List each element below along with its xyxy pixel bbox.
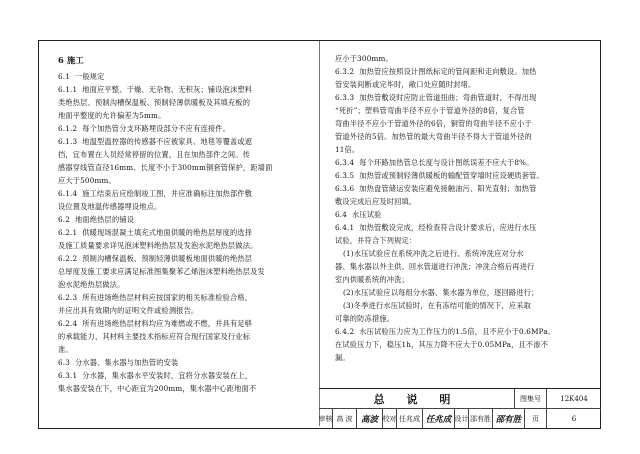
drawing-title: 总 说 明 [373, 393, 460, 406]
review-label: 审核 [319, 409, 333, 429]
checker-signature: 任兆成 [423, 409, 455, 429]
text-line: 6.2.2 预制沟槽保温板、预制轻薄供暖板地面供暖的绝热层 [58, 254, 253, 263]
text-line: 及施工质量要求详见泡沫塑料绝热层及发泡水泥绝热层做法。 [58, 241, 258, 250]
text-line: 6.3 分水器、集水器与加热管的安装 [58, 358, 179, 367]
text-line: 6.3.2 加热管应按照设计图纸标定的管间距和走向敷设。加热 [335, 67, 537, 76]
text-line: 漏。 [335, 353, 350, 362]
text-line: 6.1.4 施工结束后应绘制竣工图，并应准确标注加热部件敷 [58, 189, 253, 198]
text-line: 6.3.4 每个环路加热管总长度与设计图纸误差不应大于8%。 [335, 158, 534, 167]
text-line: 6.3.3 加热管敷设时应防止管道扭曲；弯曲管道时，不得出现 [335, 93, 537, 102]
text-line: 并应出具有效期内的证明文件或检测报告。 [58, 306, 199, 315]
text-line: 的承载能力，其材料主要技术指标应符合现行国家及行业标 [58, 332, 251, 341]
text-line: 集水器安装在下，中心距宜为200mm，集水器中心距地面不 [58, 384, 257, 393]
text-line: 总厚度及施工要求应满足标准图集聚苯乙烯泡沫塑料绝热层及发 [58, 267, 265, 276]
text-line: 弯曲半径不应小于管道外径的6倍，铜管的弯曲半径不应小于 [335, 119, 532, 128]
sub-item-line: 可靠的防冻措施。 [335, 314, 395, 323]
text-line: 11倍。 [335, 145, 360, 154]
design-label: 设计 [455, 409, 469, 429]
text-line: 地面平整度的允许偏差为5mm。 [58, 111, 166, 120]
text-line: 管道外径的5倍。加热管的最大弯曲半径不得大于管道外径的 [335, 132, 532, 141]
left-column [58, 54, 314, 395]
text-line: 6.1 一般规定 [58, 72, 105, 81]
text-line: 6.2.1 供暖现场混凝土填充式地面供暖的绝热层厚度的选择 [58, 228, 253, 237]
text-line: 6.1.3 地温型温控器的传感器不应被家具、地毯等覆盖或遮 [58, 137, 253, 146]
title-block-row-bottom [319, 408, 601, 429]
right-column [335, 52, 593, 364]
text-line: 6.1.2 每个加热管分支环路埋设部分不应有连接件。 [58, 124, 231, 133]
text-line: 试验，并符合下列规定： [335, 236, 417, 245]
checker-name: 任兆成 [397, 409, 423, 429]
text-line: 6.2 地面绝热层的铺设 [58, 215, 135, 224]
section-title: 6 施工 [58, 55, 84, 65]
text-line: 应小于300mm。 [335, 54, 393, 63]
text-line: 6.3.6 加热盘管储运安装应避免接触油污、阳光直射；加热管 [335, 184, 537, 193]
text-line: 6.4.1 加热管敷设完成，经检查符合设计要求后，应进行水压 [335, 223, 537, 232]
text-line: 泡水泥绝热层做法。 [58, 280, 125, 289]
designer-signature: 邵有胜 [493, 409, 525, 429]
text-line: 6.1.1 地面应平整、干燥、无杂物、无积灰；铺设泡沫塑料 [58, 85, 253, 94]
text-line: “死折”；塑料管弯曲半径不应小于管道外径的8倍，复合管 [335, 106, 525, 115]
text-line: 应大于500mm。 [58, 176, 116, 185]
check-label: 校对 [383, 409, 397, 429]
column-divider [319, 41, 320, 426]
text-line: 6.4.2 水压试验压力应为工作压力的1.5倍，且不应小于0.6MPa。 [335, 327, 556, 336]
text-line: 6.3.5 加热管或预制轻薄供暖板的输配管穿墙时应设硬质套管。 [335, 171, 544, 180]
text-line: 挡，宜布置在人员经常停留的位置，且在加热部件之间。传 [58, 150, 251, 159]
sub-item-line: (1)水压试验应在系统冲洗之后进行。系统冲洗应对分水 [343, 249, 524, 258]
title-block-row-top [319, 388, 601, 409]
reviewer-signature: 高波 [357, 409, 383, 429]
page-label: 页 [525, 409, 547, 429]
text-line: 管安装间断或完毕时，敞口处应随时封堵。 [335, 80, 476, 89]
sub-item-line: 器、集水器以外主供、回水管道进行冲洗；冲洗合格后再进行 [335, 262, 535, 271]
reviewer-name: 高 波 [333, 409, 357, 429]
text-line: 准。 [58, 345, 73, 354]
text-line: 6.4 水压试验 [335, 210, 382, 219]
sub-item-line: (2)水压试验应以每组分水器、集水器为单位，逐回路进行； [343, 288, 539, 297]
text-line: 感器穿线管直径16mm、长度不小于300mm铜套管保护，距墙面 [58, 163, 273, 172]
atlas-number: 12K404 [560, 395, 588, 403]
text-line: 6.2.3 所有进场绝热层材料应按国家的相关标准检验合格， [58, 293, 253, 302]
sub-item-line: (3)冬季进行水压试验时，在有冻结可能的情况下，应采取 [343, 301, 532, 310]
text-line: 敷设完成后应及时回填。 [335, 197, 417, 206]
text-line: 6.2.4 所有进场绝热层材料均应为难燃或不燃，并具有足够 [58, 319, 253, 328]
text-line: 设位置及地温传感器埋设地点。 [58, 202, 162, 211]
page-number: 6 [571, 415, 577, 423]
text-line: 6.3.1 分水器，集水器水平安装时，宜将分水器安装在上， [58, 371, 253, 380]
sub-item-line: 室内供暖系统的冲洗； [335, 275, 409, 284]
drawing-title-cell [319, 389, 515, 409]
title-block [319, 388, 601, 429]
text-line: 类绝热层、预制沟槽保温板、预制轻薄供暖板及其填充板的 [58, 98, 251, 107]
text-line: 在试验压力下，稳压1h，其压力降不应大于0.05MPa，且不渗不 [335, 340, 549, 349]
atlas-label: 图集号 [515, 389, 547, 409]
designer-name: 邵有胜 [469, 409, 493, 429]
